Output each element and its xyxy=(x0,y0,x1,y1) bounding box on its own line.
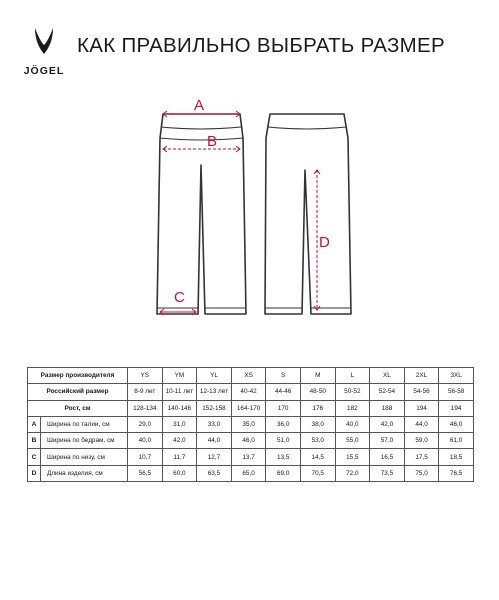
height-cell: 176 xyxy=(300,400,335,416)
measure-cell: 69,0 xyxy=(266,465,301,481)
russian-cell: 44-46 xyxy=(266,384,301,400)
size-cell: S xyxy=(266,368,301,384)
size-cell: YL xyxy=(197,368,232,384)
measure-cell: 16,5 xyxy=(370,449,405,465)
measure-cell: 13,5 xyxy=(266,449,301,465)
measure-key: A xyxy=(28,416,41,432)
measure-cell: 51,0 xyxy=(266,433,301,449)
pants-back-view xyxy=(265,114,351,314)
height-cell: 194 xyxy=(439,400,474,416)
russian-cell: 54-56 xyxy=(404,384,439,400)
measure-cell: 46,0 xyxy=(231,433,266,449)
height-label: Рост, см xyxy=(28,400,128,416)
pants-front-view xyxy=(157,114,246,314)
height-cell: 152-158 xyxy=(197,400,232,416)
label-c: C xyxy=(174,289,185,306)
measure-cell: 15,5 xyxy=(335,449,370,465)
height-cell: 164-170 xyxy=(231,400,266,416)
measure-cell: 76,5 xyxy=(439,465,474,481)
measure-cell: 18,5 xyxy=(439,449,474,465)
height-cell: 170 xyxy=(266,400,301,416)
measure-cell: 12,7 xyxy=(197,449,232,465)
russian-cell: 12-13 лет xyxy=(197,384,232,400)
brand-logo xyxy=(20,26,80,82)
russian-cell: 10-11 лет xyxy=(162,384,197,400)
size-cell: YM xyxy=(162,368,197,384)
russian-cell: 8-9 лет xyxy=(128,384,163,400)
measure-cell: 72,0 xyxy=(335,465,370,481)
measure-cell: 17,5 xyxy=(404,449,439,465)
table-row-russian xyxy=(28,384,474,400)
measure-cell: 35,0 xyxy=(231,416,266,432)
jogel-emblem-icon xyxy=(33,26,55,62)
measure-cell: 56,5 xyxy=(128,465,163,481)
measure-cell: 65,0 xyxy=(231,465,266,481)
measure-cell: 38,0 xyxy=(300,416,335,432)
measure-cell: 63,5 xyxy=(197,465,232,481)
russian-cell: 48-50 xyxy=(300,384,335,400)
measure-cell: 14,5 xyxy=(300,449,335,465)
measure-name: Ширина по низу, см xyxy=(41,449,128,465)
measure-cell: 55,0 xyxy=(335,433,370,449)
measure-cell: 40,0 xyxy=(128,433,163,449)
height-cell: 182 xyxy=(335,400,370,416)
measure-cell: 10,7 xyxy=(128,449,163,465)
height-cell: 194 xyxy=(404,400,439,416)
measure-cell: 44,0 xyxy=(197,433,232,449)
header-label: Размер производителя xyxy=(28,368,128,384)
label-b: B xyxy=(207,133,218,150)
russian-cell: 56-58 xyxy=(439,384,474,400)
measure-cell: 44,0 xyxy=(404,416,439,432)
table-row-measure-c xyxy=(28,449,474,465)
measure-cell: 60,0 xyxy=(162,465,197,481)
height-cell: 140-146 xyxy=(162,400,197,416)
measure-key: D xyxy=(28,465,41,481)
size-table xyxy=(27,367,474,482)
measure-name: Длина изделия, см xyxy=(41,465,128,481)
measure-key: B xyxy=(28,433,41,449)
size-cell: 3XL xyxy=(439,368,474,384)
measure-cell: 31,0 xyxy=(162,416,197,432)
measure-cell: 59,0 xyxy=(404,433,439,449)
russian-label: Российский размер xyxy=(28,384,128,400)
size-cell: M xyxy=(300,368,335,384)
size-cell: L xyxy=(335,368,370,384)
height-cell: 188 xyxy=(370,400,405,416)
size-cell: XS xyxy=(231,368,266,384)
russian-cell: 40-42 xyxy=(231,384,266,400)
table-row-measure-a xyxy=(28,416,474,432)
pants-diagram xyxy=(0,90,499,330)
measure-cell: 42,0 xyxy=(162,433,197,449)
measure-cell: 40,0 xyxy=(335,416,370,432)
measure-cell: 70,5 xyxy=(300,465,335,481)
size-cell: 2XL xyxy=(404,368,439,384)
measure-name: Ширина по бедрам, см xyxy=(41,433,128,449)
table-row-sizes xyxy=(28,368,474,384)
measure-key: C xyxy=(28,449,41,465)
measure-cell: 53,0 xyxy=(300,433,335,449)
table-row-height xyxy=(28,400,474,416)
table-row-measure-d xyxy=(28,465,474,481)
label-d: D xyxy=(319,234,330,251)
measure-cell: 11,7 xyxy=(162,449,197,465)
page-title: КАК ПРАВИЛЬНО ВЫБРАТЬ РАЗМЕР xyxy=(77,34,445,57)
measure-cell: 36,0 xyxy=(266,416,301,432)
height-cell: 128-134 xyxy=(128,400,163,416)
measure-name: Ширина по талии, см xyxy=(41,416,128,432)
measure-cell: 57,0 xyxy=(370,433,405,449)
measure-cell: 33,0 xyxy=(197,416,232,432)
table-row-measure-b xyxy=(28,433,474,449)
measure-cell: 29,0 xyxy=(128,416,163,432)
measurement-lines xyxy=(160,111,320,315)
measure-cell: 73,5 xyxy=(370,465,405,481)
measure-cell: 42,0 xyxy=(370,416,405,432)
label-a: A xyxy=(194,97,205,114)
measure-cell: 75,0 xyxy=(404,465,439,481)
size-cell: YS xyxy=(128,368,163,384)
russian-cell: 52-54 xyxy=(370,384,405,400)
russian-cell: 50-52 xyxy=(335,384,370,400)
size-cell: XL xyxy=(370,368,405,384)
brand-name: JÖGEL xyxy=(23,65,65,77)
measure-cell: 13,7 xyxy=(231,449,266,465)
measure-cell: 61,0 xyxy=(439,433,474,449)
measure-cell: 46,0 xyxy=(439,416,474,432)
